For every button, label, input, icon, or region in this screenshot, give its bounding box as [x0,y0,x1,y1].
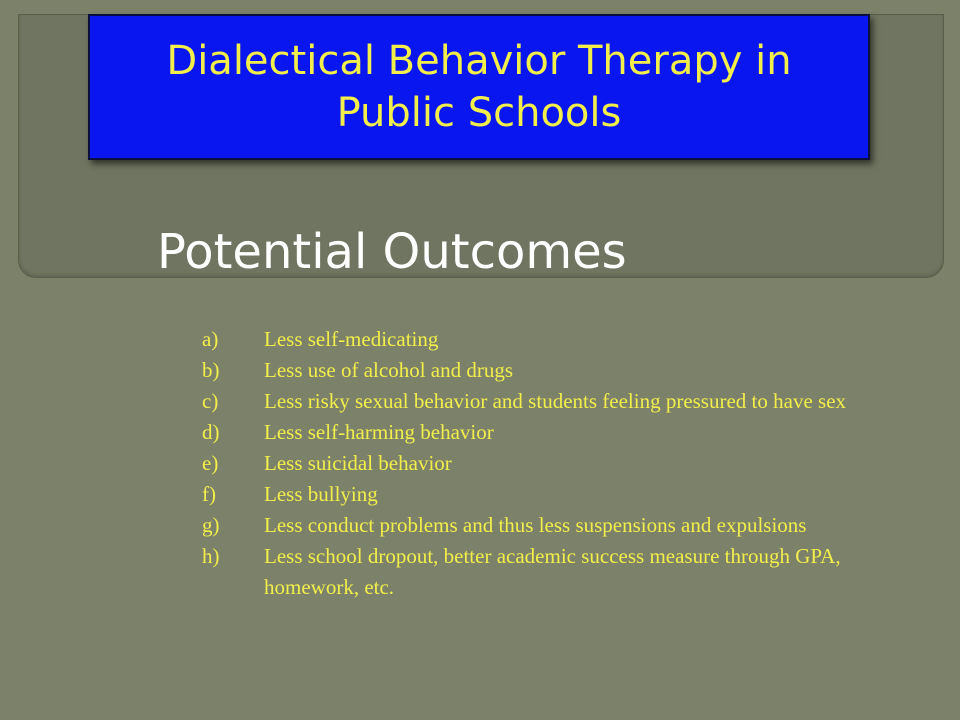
list-item-text: Less suicidal behavior [264,451,452,475]
list-item [202,541,902,603]
list-marker: d) [202,420,220,444]
list-item [202,510,902,541]
list-item [202,417,902,448]
list-marker: e) [202,451,219,475]
list-item [202,479,902,510]
list-marker: h) [202,544,220,568]
outcome-list [202,324,902,603]
list-item-text: Less use of alcohol and drugs [264,358,514,382]
list-item [202,355,902,386]
title-box [88,14,870,160]
list-item-text: Less school dropout, better academic success measure through GPA, homework, etc. [264,544,841,599]
list-item-text: Less bullying [264,482,378,506]
list-marker: c) [202,389,219,413]
list-item [202,386,902,417]
list-marker: g) [202,513,220,537]
list-marker: a) [202,327,219,351]
list-item-text: Less self-medicating [264,327,439,351]
list-item-text: Less risky sexual behavior and students feeling pressured to have sex [264,389,847,413]
slide-subtitle: Potential Outcomes [157,224,627,280]
list-item [202,324,902,355]
slide-title: Dialectical Behavior Therapy in Public Schools [166,38,792,136]
list-marker: f) [202,482,216,506]
list-marker: b) [202,358,220,382]
list-item-text: Less self-harming behavior [264,420,494,444]
list-item-text: Less conduct problems and thus less suspensions and expulsions [264,513,807,537]
list-item [202,448,902,479]
